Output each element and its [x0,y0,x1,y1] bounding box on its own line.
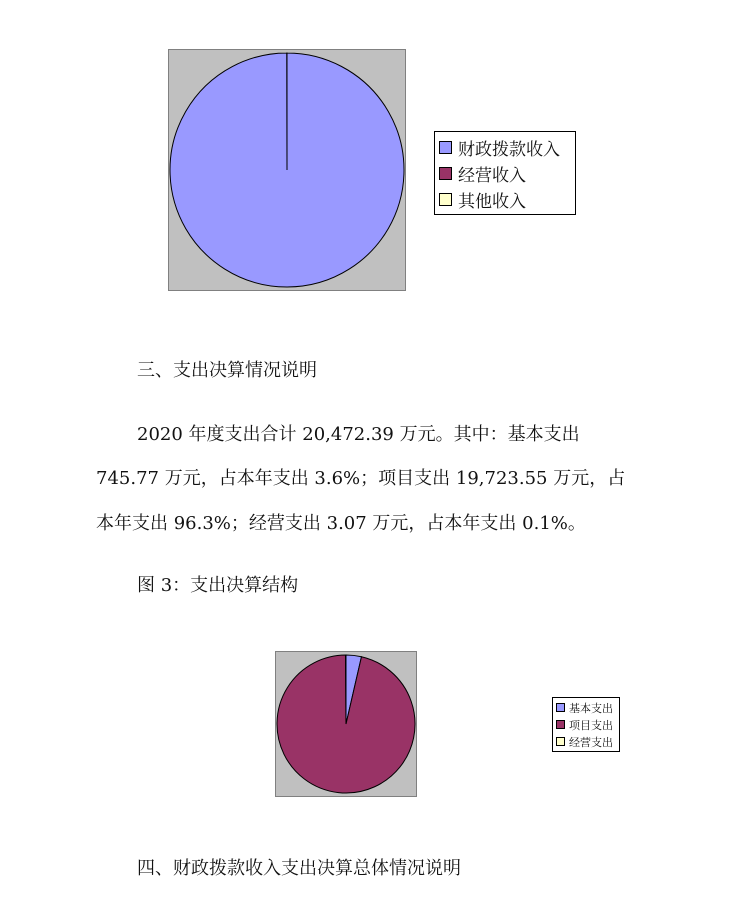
section4-heading: 四、财政拨款收入支出决算总体情况说明 [137,858,461,879]
legend-label: 项目支出 [569,718,613,732]
legend-swatch [556,737,565,746]
body-line-3: 本年支出 96.3%；经营支出 3.07 万元，占本年支出 0.1%。 [96,513,586,534]
figure3-caption: 图 3：支出决算结构 [137,575,299,596]
legend-swatch [556,720,565,729]
legend-swatch [556,703,565,712]
legend-label: 基本支出 [569,701,613,715]
legend-label: 财政拨款收入 [458,139,560,160]
income-pie-chart [168,49,406,291]
legend-swatch [439,167,452,180]
section3-heading: 三、支出决算情况说明 [137,360,317,381]
legend-item-project-expenditure [556,716,616,733]
legend-swatch [439,193,452,206]
legend-label: 经营收入 [458,165,526,186]
legend-item-operating-income [439,160,571,186]
expenditure-pie-legend [552,697,620,752]
income-pie-legend [434,131,576,215]
legend-label: 经营支出 [569,735,613,749]
legend-item-basic-expenditure [556,699,616,716]
body-line-2: 745.77 万元，占本年支出 3.6%；项目支出 19,723.55 万元，占 [96,468,626,489]
legend-item-fiscal-income [439,134,571,160]
body-line-1: 2020 年度支出合计 20,472.39 万元。其中：基本支出 [137,424,580,445]
legend-item-operating-expenditure [556,733,616,750]
legend-label: 其他收入 [458,191,526,212]
legend-item-other-income [439,186,571,212]
expenditure-pie-chart [275,651,417,797]
legend-swatch [439,141,452,154]
